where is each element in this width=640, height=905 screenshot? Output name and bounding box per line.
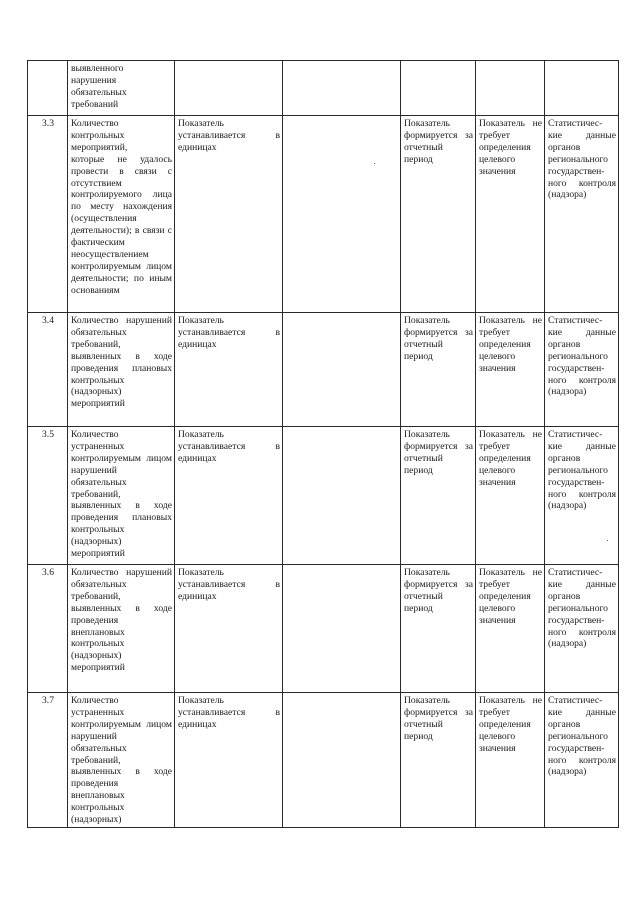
- calculation-method: Показатель устанавливается в единицах: [175, 427, 283, 565]
- formula-cell: [283, 565, 401, 693]
- table-row: [28, 427, 619, 565]
- formula-cell: [283, 427, 401, 565]
- data-source: [545, 61, 619, 116]
- indicator-name: Количество устраненных контролируемым лицом нарушений обязательных требований, выявленных в ходе проведения внеплановых контрольных (надзорных): [68, 693, 175, 828]
- indicator-name: Количество устраненных контролируемым лицом нарушений обязательных требований, выявленных в ходе проведения плановых контрольных (надзорных) мероприятий: [68, 427, 175, 565]
- indicator-name: Количество нарушений обязательных требований, выявленных в ходе проведения внеплановых контрольных (надзорных) мероприятий: [68, 565, 175, 693]
- formula-cell: [283, 693, 401, 828]
- target-value: [476, 61, 545, 116]
- calculation-method: Показатель устанавливается в единицах: [175, 313, 283, 427]
- indicators-table: [27, 60, 619, 828]
- row-number: 3.4: [28, 313, 68, 427]
- indicator-name: Количество нарушений обязательных требований, выявленных в ходе проведения плановых контрольных (надзорных) мероприятий: [68, 313, 175, 427]
- row-number: 3.5: [28, 427, 68, 565]
- indicator-name: Количество контрольных мероприятий, которые не удалось провести в связи с отсутствием контролируемого лица по месту нахождения (осуществления деятельности); в связи с фактическим неосуществлением контролируемым лицом деятельности; по иным основаниям: [68, 116, 175, 313]
- target-value: Показатель не требует определения целевого значения: [476, 427, 545, 565]
- table-row: [28, 61, 619, 116]
- reporting-period: Показатель формируется за отчетный период: [401, 116, 476, 313]
- row-number: 3.6: [28, 565, 68, 693]
- scan-speck: [374, 163, 375, 164]
- row-number: 3.7: [28, 693, 68, 828]
- data-source: Статистичес-кие данные органов регионального государствен-ного контроля (надзора): [545, 565, 619, 693]
- reporting-period: Показатель формируется за отчетный период: [401, 565, 476, 693]
- target-value: Показатель не требует определения целевого значения: [476, 693, 545, 828]
- row-number: [28, 61, 68, 116]
- data-source: Статистичес-кие данные органов регионального государствен-ного контроля (надзора): [545, 693, 619, 828]
- table-row: [28, 313, 619, 427]
- calculation-method: Показатель устанавливается в единицах: [175, 565, 283, 693]
- table-row: [28, 565, 619, 693]
- calculation-method: Показатель устанавливается в единицах: [175, 693, 283, 828]
- formula-cell: [283, 61, 401, 116]
- indicator-name: выявленного нарушения обязательных требований: [68, 61, 175, 116]
- reporting-period: Показатель формируется за отчетный период: [401, 693, 476, 828]
- calculation-method: [175, 61, 283, 116]
- data-source: Статистичес-кие данные органов регионального государствен-ного контроля (надзора): [545, 427, 619, 565]
- scan-speck: [607, 540, 608, 541]
- row-number: 3.3: [28, 116, 68, 313]
- reporting-period: Показатель формируется за отчетный период: [401, 427, 476, 565]
- formula-cell: [283, 116, 401, 313]
- table-row: [28, 116, 619, 313]
- calculation-method: Показатель устанавливается в единицах: [175, 116, 283, 313]
- target-value: Показатель не требует определения целевого значения: [476, 313, 545, 427]
- reporting-period: [401, 61, 476, 116]
- reporting-period: Показатель формируется за отчетный период: [401, 313, 476, 427]
- target-value: Показатель не требует определения целевого значения: [476, 565, 545, 693]
- target-value: Показатель не требует определения целевого значения: [476, 116, 545, 313]
- formula-cell: [283, 313, 401, 427]
- data-source: Статистичес-кие данные органов регионального государствен-ного контроля (надзора): [545, 116, 619, 313]
- data-source: Статистичес-кие данные органов регионального государствен-ного контроля (надзора): [545, 313, 619, 427]
- table-row: [28, 693, 619, 828]
